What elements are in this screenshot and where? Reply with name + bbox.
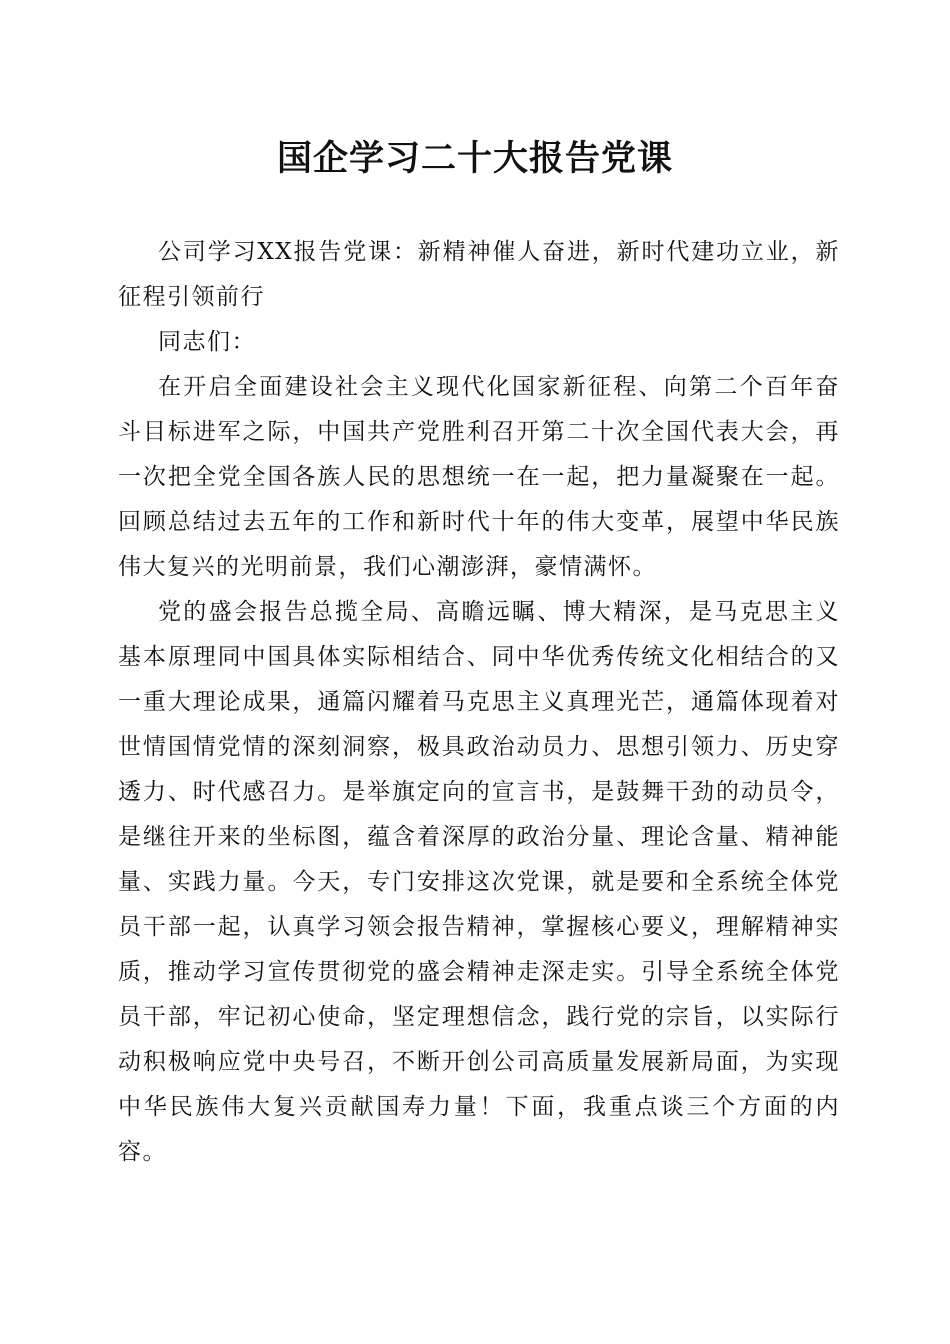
subtitle-paragraph: 公司学习XX报告党课：新精神催人奋进，新时代建功立业，新征程引领前行: [118, 239, 840, 310]
document-title: 国企学习二十大报告党课: [276, 138, 673, 179]
document-body: [118, 230, 840, 1175]
body-paragraph: 在开启全面建设社会主义现代化国家新征程、向第二个百年奋斗目标进军之际，中国共产党胜利召开第二十次全国代表大会，再一次把全党全国各族人民的思想统一在一起，把力量凝聚在一起。回顾总结过去五年的工作和新时代十年的伟大变革，展望中华民族伟大复兴的光明前景，我们心潮澎湃，豪情满怀。: [118, 374, 840, 580]
body-paragraph: 党的盛会报告总揽全局、高瞻远瞩、博大精深，是马克思主义基本原理同中国具体实际相结合、同中华优秀传统文化相结合的又一重大理论成果，通篇闪耀着马克思主义真理光芒，通篇体现着对世情国情党情的深刻洞察，极具政治动员力、思想引领力、历史穿透力、时代感召力。是举旗定向的宣言书，是鼓舞干劲的动员令，是继往开来的坐标图，蕴含着深厚的政治分量、理论含量、精神能量、实践力量。今天，专门安排这次党课，就是要和全系统全体党员干部一起，认真学习领会报告精神，掌握核心要义，理解精神实质，推动学习宣传贯彻党的盛会精神走深走实。引导全系统全体党员干部，牢记初心使命，坚定理想信念，践行党的宗旨，以实际行动积极响应党中央号召，不断开创公司高质量发展新局面，为实现中华民族伟大复兴贡献国寿力量！下面，我重点谈三个方面的内容。: [118, 599, 840, 1165]
salutation-paragraph: 同志们：: [158, 329, 256, 355]
